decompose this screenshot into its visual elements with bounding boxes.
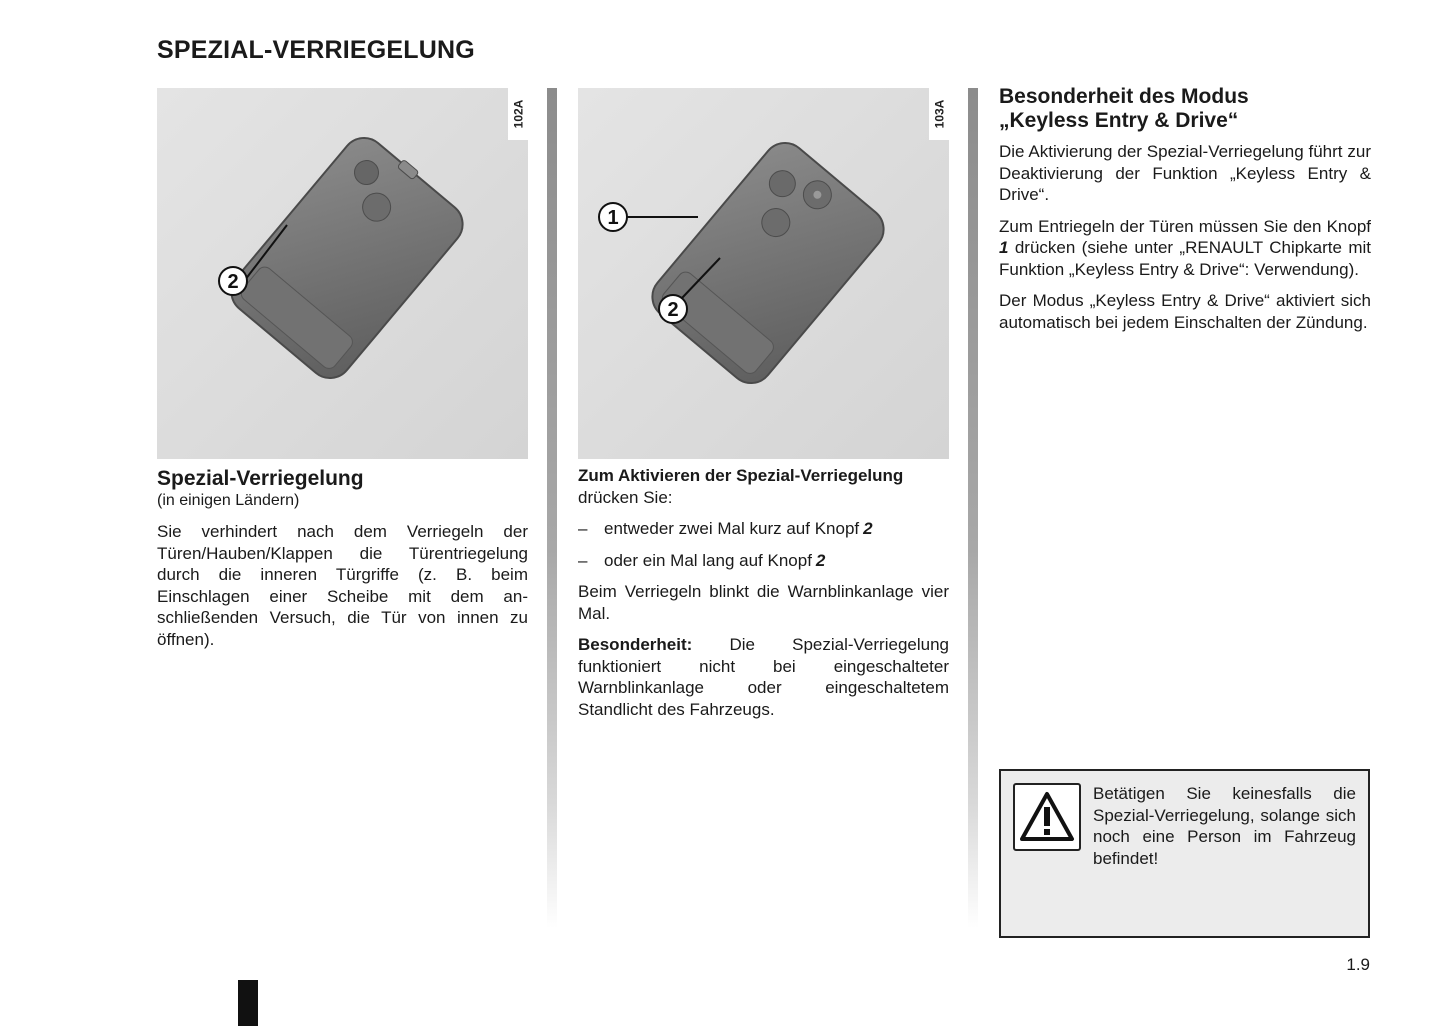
column-3 xyxy=(999,85,1371,333)
column-2 xyxy=(578,88,949,720)
lead-paragraph xyxy=(578,465,949,508)
figure-ref-code: 102A xyxy=(508,88,528,140)
figure-keycard-102a xyxy=(157,88,528,459)
lead-rest: drücken Sie: xyxy=(578,487,673,507)
keycard-illustration xyxy=(157,88,528,459)
warning-box xyxy=(999,769,1370,938)
page-title: SPEZIAL-VERRIEGELUNG xyxy=(157,36,475,64)
section-heading: Spezial-Verriegelung xyxy=(157,467,364,490)
instruction-list xyxy=(578,518,949,571)
callout-2: 2 xyxy=(667,299,679,321)
paragraph: Zum Entriegeln der Türen müssen Sie den Knopf 1 drücken (siehe unter „RENAULT Chipkarte mit Funktion „Keyless Entry & Drive“: Verwendung). xyxy=(999,216,1371,279)
list-item: – entweder zwei Mal kurz auf Knopf 2 xyxy=(578,519,873,538)
warning-triangle-icon xyxy=(1013,783,1081,851)
section-subheading: (in einigen Ländern) xyxy=(157,492,300,509)
page-number: 1.9 xyxy=(1346,955,1370,974)
figure-keycard-103a xyxy=(578,88,949,459)
paragraph: Sie verhindert nach dem Verriegeln der Türen/Hauben/Klappen die Türentriegelung durch die inneren Türgriffe (z. B. beim Einschlagen einer Scheibe mit dem anschließenden Versuch, die Tür von innen zu öffnen). xyxy=(157,522,528,649)
note-label: Besonderheit: xyxy=(578,635,693,654)
paragraph: Der Modus „Keyless Entry & Drive“ aktiviert sich automatisch bei jedem Einschalten der Zündung. xyxy=(999,291,1371,332)
keycard-illustration xyxy=(578,88,949,459)
column-divider xyxy=(968,88,978,928)
section-heading: Besonderheit des Modus „Keyless Entry & Drive“ xyxy=(999,85,1249,132)
callout-1: 1 xyxy=(607,207,619,229)
note-text: Die Spezial-Verriegelung funktioniert nicht bei eingeschalteter Warnblinkanlage oder eingeschaltetem Standlicht des Fahrzeugs. xyxy=(578,635,949,719)
page-edge-tab xyxy=(238,980,258,1026)
figure-ref-code: 103A xyxy=(929,88,949,140)
note-paragraph xyxy=(578,634,949,720)
warning-text: Betätigen Sie keinesfalls die Spezial-Verriegelung, solange sich noch eine Person im Fahrzeug befindet! xyxy=(1093,784,1356,868)
paragraph: Die Aktivierung der Spezial-Verriegelung führt zur Deaktivierung der Funktion „Keyless Entry & Drive“. xyxy=(999,142,1371,204)
paragraph: Beim Verriegeln blinkt die Warnblinkanlage vier Mal. xyxy=(578,582,949,623)
callout-2: 2 xyxy=(227,271,239,293)
lead-bold: Zum Aktivieren der Spezial-Verriegelung xyxy=(578,466,904,485)
column-1 xyxy=(157,88,528,650)
list-item: – oder ein Mal lang auf Knopf 2 xyxy=(578,550,826,570)
column-divider xyxy=(547,88,557,928)
